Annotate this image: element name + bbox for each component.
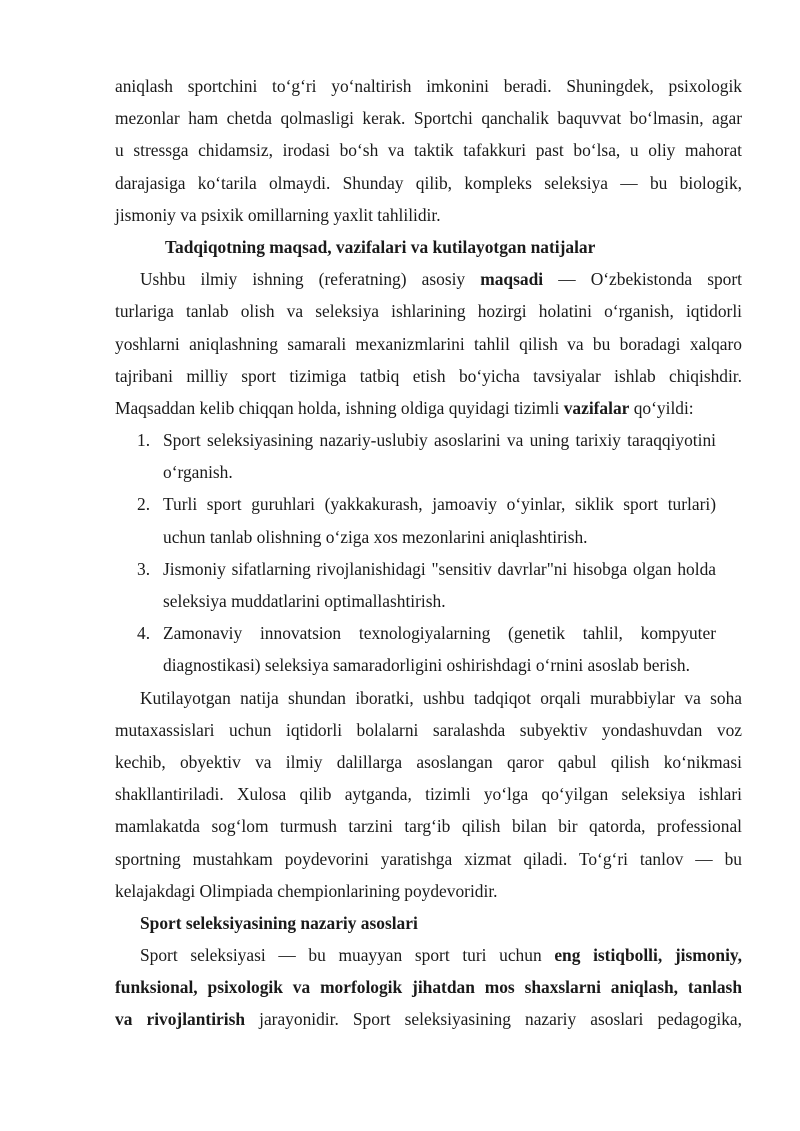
- text-span: Jismoniy sifatlarning rivojlanishidagi "sensitiv davrlar"ni hisobga olgan holda: [163, 558, 716, 579]
- text-line: mamlakatda sog‘lom turmush tarzini targ‘ib qilish bilan bir qatorda, professional: [115, 816, 742, 837]
- text-line: [115, 263, 742, 295]
- text-line: [115, 1003, 742, 1035]
- tasks-list: [115, 424, 742, 682]
- text-span: Zamonaviy innovatsion texnologiyalarning (genetik tahlil, kompyuter: [163, 623, 716, 644]
- text-line: [115, 939, 742, 971]
- text-line: shakllantiriladi. Xulosa qilib aytganda, tizimli yo‘lga qo‘yilgan seleksiya ishlari: [115, 784, 742, 805]
- list-item: [115, 617, 742, 681]
- text-line: diagnostikasi) seleksiya samaradorligini oshirishdagi o‘rnini asoslab berish.: [163, 655, 690, 676]
- text-line: seleksiya muddatlarini optimallashtirish.: [163, 591, 446, 611]
- text-line: [115, 488, 742, 520]
- text-line: mutaxassislari uchun iqtidorli bolalarni saralashda subyektiv yondashuvdan voz: [115, 719, 742, 740]
- section-heading-theory: [115, 907, 742, 939]
- text-span: jarayonidir. Sport seleksiyasining nazariy asoslari pedagogika,: [245, 1009, 742, 1030]
- list-number: 4.: [137, 623, 151, 644]
- paragraph-expected-results: [115, 682, 742, 907]
- text-line: yoshlarni aniqlashning samarali mexanizmlarini tahlil qilish va bu boradagi xalqaro: [115, 333, 742, 354]
- text-line: [115, 617, 742, 649]
- bold-term: va rivojlantirish: [115, 1009, 246, 1030]
- text-line: tajribani milliy sport tizimiga tatbiq etish bo‘yicha tavsiyalar ishlab chiqishdir.: [115, 365, 742, 386]
- document-page: [115, 70, 742, 1036]
- bold-term: eng istiqbolli, jismoniy,: [554, 945, 742, 966]
- list-number: 3.: [137, 558, 151, 579]
- bold-term: maqsadi: [480, 269, 544, 290]
- text-line: [115, 392, 742, 424]
- text-line: kelajakdagi Olimpiada chempionlarining poydevoridir.: [115, 880, 498, 901]
- text-line: [115, 971, 742, 1003]
- heading-text: Tadqiqotning maqsad, vazifalari va kutilayotgan natijalar: [165, 236, 596, 257]
- text-line: sportning mustahkam poydevorini yaratishga xizmat qiladi. To‘g‘ri tanlov — bu: [115, 848, 742, 869]
- section-heading-goals: [115, 231, 742, 263]
- text-span: Sport seleksiyasi — bu muayyan sport turi uchun: [140, 945, 555, 966]
- text-span: qo‘yildi:: [629, 397, 694, 418]
- text-span: Turli sport guruhlari (yakkakurash, jamoaviy o‘yinlar, siklik sport turlari): [163, 494, 716, 515]
- list-number: 2.: [137, 494, 151, 515]
- paragraph-theory: [115, 939, 742, 1036]
- text-line: darajasiga ko‘tarila olmaydi. Shunday qilib, kompleks seleksiya — bu biologik,: [115, 172, 742, 193]
- text-line: uchun tanlab olishning o‘ziga xos mezonlarini aniqlashtirish.: [163, 526, 588, 547]
- paragraph-goals: [115, 263, 742, 424]
- list-item: [115, 488, 742, 552]
- text-line: [115, 424, 742, 456]
- bold-term: vazifalar: [563, 397, 630, 418]
- text-line: turlariga tanlab olish va seleksiya ishlarining hozirgi holatini o‘rganish, iqtidorli: [115, 301, 742, 322]
- text-line: Kutilayotgan natija shundan iboratki, ushbu tadqiqot orqali murabbiylar va soha: [140, 687, 742, 708]
- text-line: o‘rganish.: [163, 462, 233, 483]
- text-span: Ushbu ilmiy ishning (referatning) asosiy: [140, 269, 481, 290]
- text-line: [115, 553, 742, 585]
- text-span: — O‘zbekistonda sport: [543, 269, 742, 290]
- bold-term: funksional, psixologik va morfologik jihatdan mos shaxslarni aniqlash, tanlash: [115, 977, 742, 998]
- text-line: aniqlash sportchini to‘g‘ri yo‘naltirish imkonini beradi. Shuningdek, psixologik: [115, 76, 742, 96]
- text-line: kechib, obyektiv va ilmiy dalillarga asoslangan qaror qabul qilish ko‘nikmasi: [115, 751, 742, 772]
- text-line: jismoniy va psixik omillarning yaxlit tahlilidir.: [115, 204, 441, 225]
- list-number: 1.: [137, 430, 151, 451]
- list-item: [115, 424, 742, 488]
- text-line: u stressga chidamsiz, irodasi bo‘sh va taktik tafakkuri past bo‘lsa, u oliy mahorat: [115, 140, 742, 161]
- text-span: Maqsaddan kelib chiqqan holda, ishning oldiga quyidagi tizimli: [115, 397, 564, 418]
- paragraph-intro: [115, 70, 742, 231]
- text-line: mezonlar ham chetda qolmasligi kerak. Sportchi qanchalik baquvvat bo‘lmasin, agar: [115, 108, 742, 129]
- heading-text: Sport seleksiyasining nazariy asoslari: [140, 912, 418, 933]
- text-span: Sport seleksiyasining nazariy-uslubiy asoslarini va uning tarixiy taraqqiyotini: [163, 430, 716, 451]
- list-item: [115, 553, 742, 617]
